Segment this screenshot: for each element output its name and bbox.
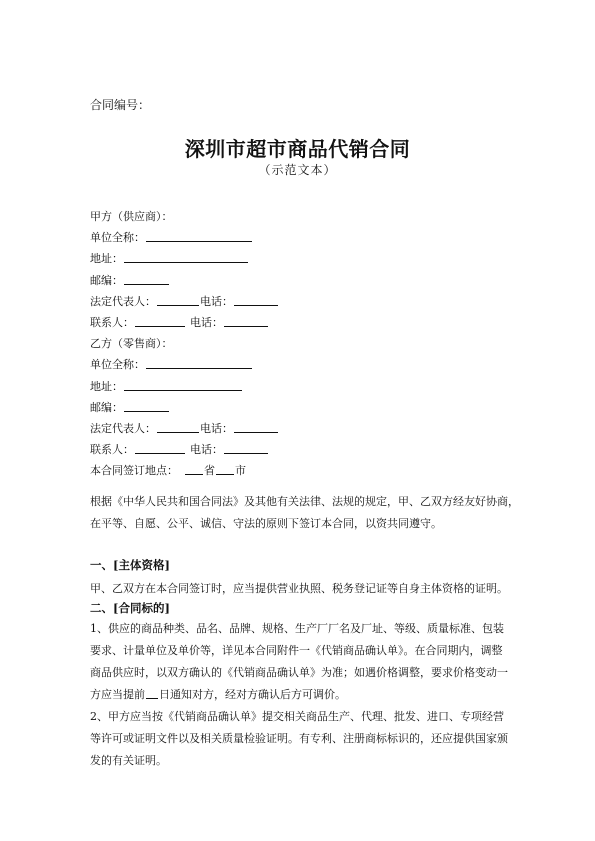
clause-line: 1、供应的商品种类、品名、品牌、规格、生产厂厂名及厂址、等级、质量标准、包装 xyxy=(90,622,504,635)
clause-line: 等许可或证明文件以及相关质量检验证明。有专利、注册商标标识的，还应提供国家颁 xyxy=(90,732,508,745)
party-a-phone-field[interactable] xyxy=(234,293,278,306)
party-b-name-row xyxy=(90,354,279,375)
party-b-name-field[interactable] xyxy=(146,356,252,369)
party-b-heading: 乙方（零售商）： xyxy=(90,337,173,351)
party-b-postcode-row xyxy=(90,397,279,418)
notice-days-field[interactable] xyxy=(146,686,158,699)
party-a-postcode-field[interactable] xyxy=(124,272,169,285)
party-a-contact-phone-label: 电话： xyxy=(190,315,223,329)
section2-clause1 xyxy=(90,618,515,706)
party-fields xyxy=(90,206,279,481)
notice-days-prefix: 方应当提前 xyxy=(90,688,145,701)
party-b-contact-phone-label: 电话： xyxy=(190,443,223,457)
clause-line xyxy=(90,684,515,706)
party-b-address-field[interactable] xyxy=(124,378,242,391)
party-b-legal-rep-field[interactable] xyxy=(157,420,199,433)
clause-line: 发的有关证明。 xyxy=(90,754,167,767)
party-b-address-row xyxy=(90,376,279,397)
party-a-legal-rep-label: 法定代表人： xyxy=(90,294,156,308)
contract-number-label: 合同编号： xyxy=(90,98,151,112)
party-a-legal-rep-field[interactable] xyxy=(157,293,199,306)
party-a-address-field[interactable] xyxy=(124,250,248,263)
party-b-contact-row xyxy=(90,439,279,460)
party-a-contact-phone-field[interactable] xyxy=(224,314,268,327)
party-b-legal-rep-label: 法定代表人： xyxy=(90,421,156,435)
party-b-contact-label: 联系人： xyxy=(90,443,134,457)
party-b-phone-field[interactable] xyxy=(234,420,278,433)
party-b-postcode-label: 邮编： xyxy=(90,400,123,414)
section1-text: 甲、乙双方在本合同签订时，应当提供营业执照、税务登记证等自身主体资格的证明。 xyxy=(90,582,508,595)
section2-clause2 xyxy=(90,706,515,772)
signing-place-row xyxy=(90,460,279,481)
notice-days-suffix: 日通知对方，经对方确认后方可调价。 xyxy=(159,688,346,701)
party-b-name-label: 单位全称： xyxy=(90,358,145,372)
party-a-legal-rep-row xyxy=(90,291,279,312)
preamble-line: 在平等、自愿、公平、诚信、守法的原则下签订本合同，以资共同遵守。 xyxy=(90,517,442,530)
party-b-contact-field[interactable] xyxy=(135,441,185,454)
document-subtitle: （示范文本） xyxy=(258,163,337,177)
section-heading-contract-subject: 二、[合同标的] xyxy=(90,601,170,615)
signing-province-field[interactable] xyxy=(185,462,203,475)
party-a-address-label: 地址： xyxy=(90,252,123,266)
party-b-legal-rep-row xyxy=(90,418,279,439)
clause-line: 要求、计量单位及单价等，详见本合同附件一《代销商品确认单》。在合同期内，调整 xyxy=(90,644,503,657)
party-a-name-row xyxy=(90,227,279,248)
party-a-contact-field[interactable] xyxy=(135,314,185,327)
preamble-paragraph xyxy=(90,491,519,535)
party-b-phone-label: 电话： xyxy=(200,421,233,435)
signing-place-label: 本合同签订地点： xyxy=(90,464,178,478)
party-b-address-label: 地址： xyxy=(90,379,123,393)
section-heading-subject-qualification: 一、[主体资格] xyxy=(90,558,170,572)
party-a-name-field[interactable] xyxy=(146,229,252,242)
signing-city-label: 市 xyxy=(235,464,246,478)
party-b-contact-phone-field[interactable] xyxy=(224,441,268,454)
signing-city-field[interactable] xyxy=(216,462,234,475)
party-a-contact-label: 联系人： xyxy=(90,315,134,329)
clause-line: 2、甲方应当按《代销商品确认单》提交相关商品生产、代理、批发、进口、专项经营 xyxy=(90,710,504,723)
party-a-address-row xyxy=(90,248,279,269)
signing-province-label: 省 xyxy=(204,464,215,478)
party-a-phone-label: 电话： xyxy=(200,294,233,308)
party-a-postcode-row xyxy=(90,270,279,291)
clause-line: 商品供应时，以双方确认的《代销商品确认单》为准；如遇价格调整，要求价格变动一 xyxy=(90,666,508,679)
document-title: 深圳市超市商品代销合同 xyxy=(184,137,411,161)
preamble-line: 根据《中华人民共和国合同法》及其他有关法律、法规的规定，甲、乙双方经友好协商， xyxy=(90,495,519,508)
party-a-contact-row xyxy=(90,312,279,333)
party-b-postcode-field[interactable] xyxy=(124,399,169,412)
party-a-name-label: 单位全称： xyxy=(90,231,145,245)
party-a-postcode-label: 邮编： xyxy=(90,273,123,287)
party-a-heading: 甲方（供应商）： xyxy=(90,210,173,223)
